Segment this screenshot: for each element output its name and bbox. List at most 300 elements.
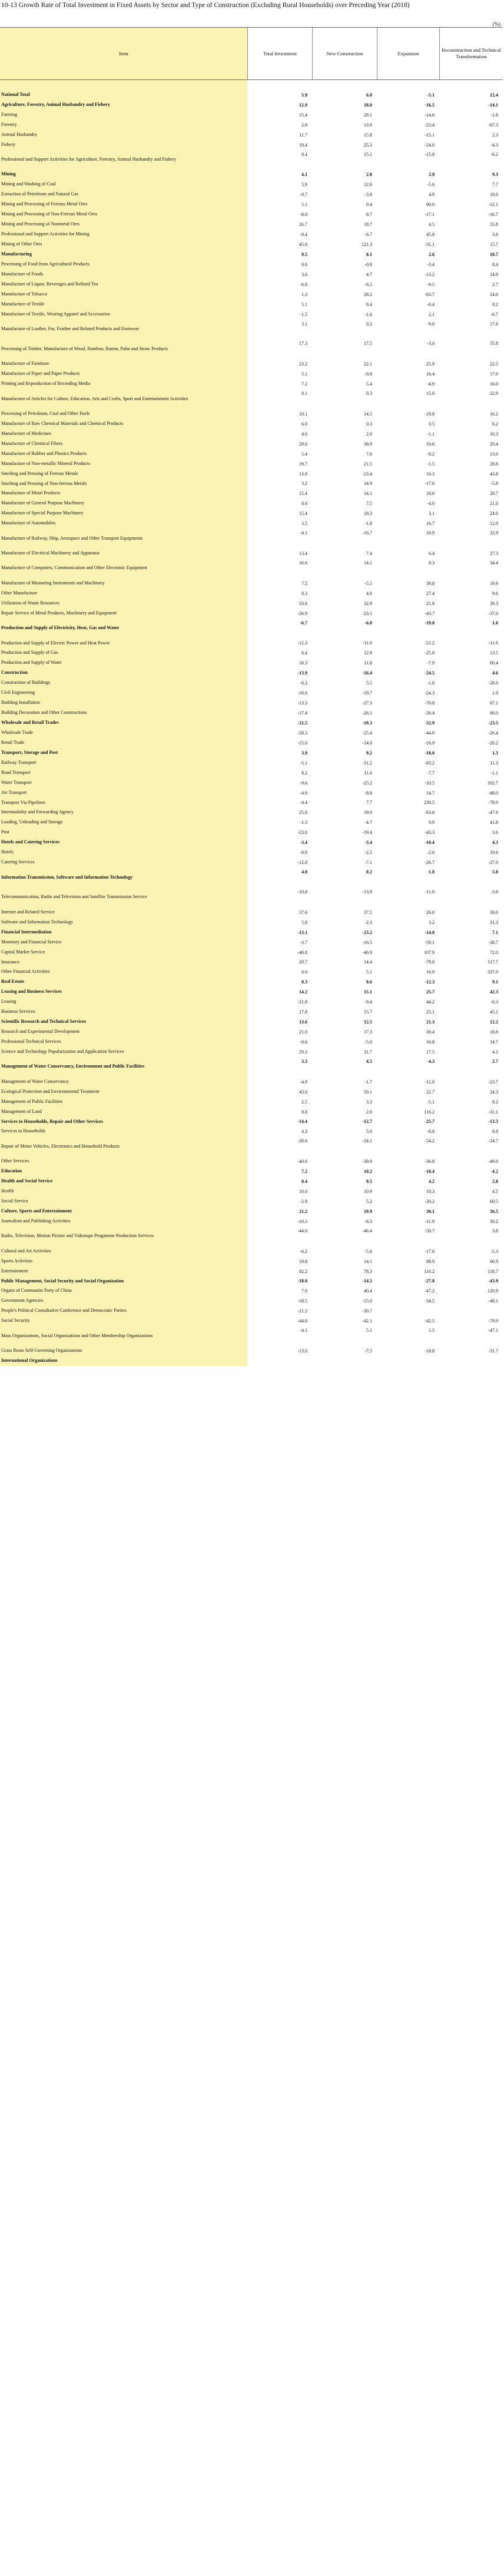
reconstruction-cell: 18.0 (490, 192, 498, 198)
row-label-text: Civil Engineering (1, 690, 35, 696)
new-construction-cell: 31.7 (364, 1049, 372, 1055)
table-row (0, 619, 503, 639)
table-row (0, 778, 503, 788)
table-row (0, 1286, 503, 1296)
expansion-cell: 3.1 (429, 511, 435, 517)
expansion-cell: -1.0 (427, 680, 435, 686)
table-row (0, 210, 503, 220)
row-label-text: Mining and Processing of Ferrous Metal Ores (1, 201, 88, 207)
new-construction-cell: 14.9 (364, 481, 372, 487)
table-row (0, 508, 503, 518)
total-investment-cell: 43.0 (299, 1089, 307, 1095)
table-row (0, 290, 503, 300)
new-construction-cell: 8.4 (366, 301, 372, 307)
row-label (0, 150, 247, 170)
row-label-text: People's Political Consultative Conference and Democratic Parties (1, 1308, 127, 1314)
table-row (0, 798, 503, 808)
new-construction-cell: -16.4 (362, 670, 372, 676)
row-label (0, 1216, 247, 1226)
row-label (0, 488, 247, 498)
total-investment-cell: 11.7 (299, 132, 307, 138)
total-investment-cell: 13.4 (299, 551, 307, 557)
expansion-cell: 107.9 (424, 949, 435, 955)
row-label (0, 1316, 247, 1326)
table-header (0, 28, 503, 80)
reconstruction-cell: 12.2 (490, 1019, 498, 1025)
row-label-text: Management of Land (1, 1108, 42, 1114)
new-construction-cell: 7.7 (366, 800, 372, 806)
reconstruction-cell: 2.3 (492, 132, 498, 138)
total-investment-cell: -0.3 (300, 680, 307, 686)
new-construction-cell: -4.7 (364, 820, 372, 826)
new-construction-cell: 0.2 (366, 321, 372, 327)
table-row (0, 1267, 503, 1277)
row-label-text: Health and Social Service (1, 1178, 53, 1184)
reconstruction-cell: -5.3 (490, 1248, 498, 1254)
row-label-text: Sports Activities (1, 1258, 33, 1264)
table-row (0, 987, 503, 997)
row-label (0, 1027, 247, 1037)
row-label-text: Manufacture of Paper and Paper Products (1, 371, 80, 377)
total-investment-cell: 6.0 (301, 969, 307, 975)
table-row (0, 768, 503, 778)
expansion-cell: -31.1 (425, 241, 435, 247)
row-label (0, 1247, 247, 1257)
row-label (0, 220, 247, 230)
expansion-cell: 3.2 (429, 919, 435, 925)
row-label-text: Processing of Timber, Manufacture of Wood, Bamboo, Rattan, Palm and Straw Products (1, 345, 168, 351)
reconstruction-cell: -4.3 (490, 142, 498, 148)
new-construction-cell: -11.0 (362, 640, 372, 646)
table-row (0, 150, 503, 170)
row-label-text: Road Transport (1, 769, 31, 775)
header-expansion: Expansion (377, 28, 439, 79)
table-row (0, 908, 503, 918)
reconstruction-cell: 16.0 (490, 381, 498, 387)
total-investment-cell: 8.6 (301, 501, 307, 507)
expansion-cell: -4.9 (427, 381, 435, 387)
expansion-cell: -1.8 (427, 869, 435, 875)
row-label (0, 589, 247, 599)
reconstruction-cell: 29.8 (490, 461, 498, 467)
total-investment-cell: 29.3 (299, 1049, 307, 1055)
row-label-text: Transport Via Pipelines (1, 799, 46, 805)
reconstruction-cell: 17.0 (490, 371, 498, 377)
total-investment-cell: -8.0 (300, 212, 307, 218)
row-label-text: Construction (1, 670, 28, 676)
row-label (0, 1186, 247, 1196)
expansion-cell: 21.3 (426, 1019, 435, 1025)
table-row (0, 320, 503, 340)
total-investment-cell: 33.6 (299, 600, 307, 606)
expansion-cell: -70.8 (425, 700, 435, 706)
reconstruction-cell: 102.7 (488, 780, 498, 786)
expansion-cell: -21.2 (425, 640, 435, 646)
new-construction-cell: 22.1 (364, 361, 372, 367)
expansion-cell: -13.2 (425, 271, 435, 277)
new-construction-cell: -0.8 (364, 261, 372, 267)
table-row (0, 1346, 503, 1356)
row-label (0, 200, 247, 210)
new-construction-cell: 0.3 (366, 421, 372, 427)
row-label (0, 230, 247, 240)
new-construction-cell: 18.0 (364, 102, 372, 108)
row-label (0, 728, 247, 738)
new-construction-cell: 15.8 (364, 132, 372, 138)
expansion-cell: -14.6 (425, 112, 435, 118)
total-investment-cell: -6.2 (300, 1248, 307, 1254)
total-investment-cell: 5.9 (301, 92, 307, 98)
table-row (0, 230, 503, 240)
expansion-cell: 4.2 (429, 1179, 435, 1185)
new-construction-cell: -23.4 (362, 471, 372, 477)
new-construction-cell: 19.0 (364, 810, 372, 816)
row-label (0, 748, 247, 758)
table-row (0, 1356, 503, 1366)
expansion-cell: -8.2 (427, 451, 435, 457)
total-investment-cell: 26.7 (299, 222, 307, 228)
table-row (0, 1247, 503, 1257)
new-construction-cell: -2.3 (364, 919, 372, 925)
row-label-text: Financial Intermediation (1, 929, 52, 935)
new-construction-cell: 40.4 (364, 1288, 372, 1294)
row-label (0, 967, 247, 977)
reconstruction-cell: 4.5 (492, 1189, 498, 1195)
new-construction-cell: -1.7 (364, 1079, 372, 1085)
row-label-text: Retail Trade (1, 739, 25, 745)
total-investment-cell: -21.2 (297, 1308, 307, 1314)
row-label (0, 1077, 247, 1087)
total-investment-cell: -0.6 (300, 1039, 307, 1045)
reconstruction-cell: 13.5 (490, 650, 498, 656)
row-label (0, 768, 247, 778)
row-label-text: Manufacture of Chemical Fibres (1, 440, 63, 446)
total-investment-cell: -6.8 (300, 281, 307, 287)
reconstruction-cell: 3.6 (492, 232, 498, 238)
reconstruction-cell: -4.2 (490, 1169, 498, 1175)
row-label (0, 419, 247, 429)
total-investment-cell: 0.0 (301, 261, 307, 267)
row-label (0, 788, 247, 798)
row-label (0, 718, 247, 728)
expansion-cell: 16.4 (426, 371, 435, 377)
row-label-text: Professional and Support Activities for Mining (1, 231, 89, 237)
total-investment-cell: 5.4 (301, 451, 307, 457)
row-label-text: Smelting and Pressing of Ferrous Metals (1, 470, 78, 476)
row-label (0, 459, 247, 469)
new-construction-cell: -8.8 (364, 790, 372, 796)
new-construction-cell: -5.0 (364, 1039, 372, 1045)
table-row (0, 1296, 503, 1306)
total-investment-cell: -3.7 (300, 939, 307, 945)
table-row (0, 1226, 503, 1247)
new-construction-cell: -23.1 (362, 610, 372, 616)
total-investment-cell: -0.7 (300, 192, 307, 198)
table-row (0, 728, 503, 738)
row-label-text: Manufacture of General Purpose Machinery (1, 500, 85, 506)
expansion-cell: -17.6 (425, 481, 435, 487)
row-label-text: Culture, Sports and Entertainment (1, 1208, 72, 1214)
expansion-cell: -16.5 (425, 102, 435, 108)
row-label (0, 1356, 247, 1366)
new-construction-cell: 5.4 (366, 381, 372, 387)
row-label (0, 1087, 247, 1097)
table-row (0, 708, 503, 718)
reconstruction-cell: 17.6 (490, 321, 498, 327)
row-label (0, 817, 247, 827)
total-investment-cell: 10.0 (299, 1189, 307, 1195)
expansion-cell: -15.8 (425, 151, 435, 157)
reconstruction-cell: 1.6 (492, 620, 498, 626)
reconstruction-cell: 20.4 (490, 441, 498, 447)
row-label (0, 508, 247, 518)
total-investment-cell: -10.8 (297, 889, 307, 895)
table-row (0, 738, 503, 748)
new-construction-cell: 15.1 (364, 151, 372, 157)
table-row (0, 1007, 503, 1017)
new-construction-cell: -6.5 (364, 281, 372, 287)
new-construction-cell: -3.4 (364, 840, 372, 846)
row-label-text: Entertainment (1, 1268, 28, 1274)
expansion-cell: 10.6 (426, 441, 435, 447)
new-construction-cell: -15.0 (362, 1298, 372, 1304)
reconstruction-cell: 24.3 (490, 1089, 498, 1095)
expansion-cell: -11.0 (425, 1079, 435, 1085)
expansion-cell: 2.1 (429, 311, 435, 317)
expansion-cell: -25.8 (425, 650, 435, 656)
new-construction-cell: 14.1 (364, 560, 372, 566)
expansion-cell: -23.4 (425, 122, 435, 128)
new-construction-cell: -9.4 (364, 999, 372, 1005)
row-label-text: Information Transmission, Software and Information Technology (1, 874, 133, 880)
reconstruction-cell: 42.3 (490, 989, 498, 995)
reconstruction-cell: 18.8 (490, 1029, 498, 1035)
expansion-cell: -59.1 (425, 939, 435, 945)
reconstruction-cell: 8.2 (492, 1099, 498, 1105)
new-construction-cell: 2.0 (366, 431, 372, 437)
row-label-text: Manufacture of Furniture (1, 361, 49, 367)
expansion-cell: 230.5 (424, 800, 435, 806)
table-body (0, 80, 503, 1366)
table-row (0, 270, 503, 280)
reconstruction-cell: -48.0 (488, 790, 498, 796)
new-construction-cell: 10.9 (364, 1189, 372, 1195)
table-row (0, 339, 503, 359)
row-label-text: Water Transport (1, 779, 32, 785)
reconstruction-cell: 22.5 (490, 361, 498, 367)
row-label-text: Business Services (1, 1009, 35, 1015)
total-investment-cell: -1.5 (300, 311, 307, 317)
row-label (0, 997, 247, 1007)
total-investment-cell: -2.9 (300, 1198, 307, 1204)
new-construction-cell: -19.3 (362, 720, 372, 726)
row-label (0, 479, 247, 489)
row-label (0, 658, 247, 668)
total-investment-cell: 7.9 (301, 1288, 307, 1294)
header-new-construction: New Construction (312, 28, 377, 79)
new-construction-cell: -14.5 (362, 1278, 372, 1284)
row-label (0, 708, 247, 718)
expansion-cell: -36.8 (425, 1159, 435, 1165)
expansion-cell: 21.8 (426, 600, 435, 606)
total-investment-cell: -4.1 (300, 530, 307, 536)
row-label (0, 439, 247, 449)
reconstruction-cell: 12.4 (490, 92, 498, 98)
expansion-cell: 16.7 (426, 521, 435, 527)
table-row (0, 429, 503, 439)
reconstruction-cell: -1.8 (490, 112, 498, 118)
row-label (0, 928, 247, 938)
new-construction-cell: -24.1 (362, 1138, 372, 1144)
expansion-cell: -19.8 (425, 411, 435, 417)
table-row (0, 847, 503, 857)
expansion-cell: -11.9 (425, 1218, 435, 1224)
row-label (0, 639, 247, 649)
total-investment-cell: 6.4 (301, 650, 307, 656)
reconstruction-cell: 55.8 (490, 222, 498, 228)
table-row (0, 469, 503, 479)
reconstruction-cell: 36.5 (490, 1208, 498, 1214)
row-label (0, 738, 247, 748)
reconstruction-cell: -79.9 (488, 1318, 498, 1324)
reconstruction-cell: 14.7 (490, 1039, 498, 1045)
table-row (0, 300, 503, 310)
total-investment-cell: -17.4 (297, 710, 307, 716)
row-label-text: Education (1, 1168, 22, 1174)
total-investment-cell: 3.9 (301, 750, 307, 756)
row-label (0, 80, 247, 90)
expansion-cell: -42.5 (425, 1318, 435, 1324)
row-label-text: Mining and Processing of Non-Ferrous Metal Ores (1, 211, 98, 217)
reconstruction-cell: -0.3 (490, 999, 498, 1005)
row-label-text: Production and Supply of Electric Power and Heat Power (1, 640, 110, 646)
row-label (0, 140, 247, 150)
total-investment-cell: 7.2 (301, 381, 307, 387)
table-row (0, 928, 503, 938)
table-row (0, 379, 503, 389)
new-construction-cell: 5.0 (366, 1129, 372, 1135)
reconstruction-cell: 8.4 (492, 261, 498, 267)
reconstruction-cell: -23.7 (488, 1079, 498, 1085)
total-investment-cell: -13.3 (297, 700, 307, 706)
total-investment-cell: -4.9 (300, 1079, 307, 1085)
row-label-text: Management of Public Facilities (1, 1098, 63, 1104)
total-investment-cell: -18.0 (297, 1278, 307, 1284)
total-investment-cell: -40.8 (297, 949, 307, 955)
total-investment-cell: 4.3 (301, 1129, 307, 1135)
row-label (0, 169, 247, 180)
total-investment-cell: 20.7 (299, 959, 307, 965)
row-label-text: Production and Supply of Water (1, 660, 62, 666)
row-label-text: Manufacture of Automobiles (1, 520, 56, 526)
new-construction-cell: 5.1 (366, 969, 372, 975)
row-label (0, 758, 247, 768)
expansion-cell: 18.6 (426, 491, 435, 497)
row-label (0, 678, 247, 688)
row-label-text: Agriculture, Forestry, Animal Husbandry and Fishery (1, 101, 110, 107)
table-row (0, 419, 503, 429)
row-label-text: National Total (1, 91, 30, 97)
total-investment-cell: 2.0 (301, 122, 307, 128)
reconstruction-cell: 4.2 (492, 1049, 498, 1055)
reconstruction-cell: 21.0 (490, 501, 498, 507)
table-row (0, 758, 503, 768)
row-label (0, 668, 247, 678)
row-label (0, 429, 247, 439)
row-label (0, 100, 247, 110)
row-label-text: Repair Service of Metal Products, Machinery and Equipment (1, 610, 117, 616)
row-label (0, 190, 247, 200)
new-construction-cell: -7.5 (364, 1348, 372, 1354)
table-row (0, 857, 503, 867)
table-row (0, 120, 503, 130)
table-row (0, 479, 503, 489)
expansion-cell: 44.2 (426, 999, 435, 1005)
reconstruction-cell: 3.8 (492, 1228, 498, 1234)
table-row (0, 888, 503, 908)
reconstruction-cell: 72.0 (490, 949, 498, 955)
table-row (0, 658, 503, 668)
reconstruction-cell: 15.7 (490, 241, 498, 247)
reconstruction-cell: 8.2 (492, 301, 498, 307)
new-construction-cell: 8.7 (366, 212, 372, 218)
reconstruction-cell: 2.8 (492, 1179, 498, 1185)
expansion-cell: 14.7 (426, 790, 435, 796)
row-label-text: Other Manufacture (1, 590, 38, 596)
expansion-cell: 26.0 (426, 909, 435, 915)
new-construction-cell: 8.1 (366, 251, 372, 257)
row-label-text: Professional Technical Services (1, 1039, 61, 1045)
row-label-text: Post (1, 829, 9, 835)
table-row (0, 639, 503, 649)
reconstruction-cell: 32.9 (490, 530, 498, 536)
reconstruction-cell: 9.6 (492, 590, 498, 596)
expansion-cell: 9.9 (429, 820, 435, 826)
row-label-text: Wholesale Trade (1, 729, 33, 735)
reconstruction-cell: -5.8 (490, 481, 498, 487)
row-label (0, 130, 247, 140)
expansion-cell: -7.7 (427, 770, 435, 776)
reconstruction-cell: 7.1 (492, 929, 498, 935)
row-label-text: Manufacture of Electrical Machinery and Apparatus (1, 550, 100, 556)
expansion-cell: 39.8 (426, 580, 435, 586)
total-investment-cell: -28.6 (297, 1138, 307, 1144)
new-construction-cell: 38.9 (364, 441, 372, 447)
new-construction-cell: 9.2 (366, 750, 372, 756)
row-label (0, 90, 247, 100)
reconstruction-cell: 27.3 (490, 551, 498, 557)
new-construction-cell: 28.2 (364, 291, 372, 297)
table-row (0, 110, 503, 120)
table-row (0, 310, 503, 320)
new-construction-cell: -16.7 (362, 530, 372, 536)
reconstruction-cell: 43.8 (490, 471, 498, 477)
new-construction-cell: 18.3 (364, 511, 372, 517)
expansion-cell: -32.9 (425, 720, 435, 726)
expansion-cell: -9.5 (427, 281, 435, 287)
total-investment-cell: -6.7 (300, 620, 307, 626)
total-investment-cell: 8.8 (301, 1109, 307, 1115)
new-construction-cell: 13.9 (364, 122, 372, 128)
total-investment-cell: 21.0 (299, 1029, 307, 1035)
row-label-text: Research and Experimental Development (1, 1029, 80, 1035)
row-label-text: Telecommunication, Radio and Television and Satellite Transmission Service (1, 894, 147, 900)
reconstruction-cell: 60.5 (490, 1198, 498, 1204)
reconstruction-cell: -11.6 (488, 640, 498, 646)
reconstruction-cell: 31.3 (490, 919, 498, 925)
row-label (0, 290, 247, 300)
reconstruction-cell: 2.7 (492, 281, 498, 287)
